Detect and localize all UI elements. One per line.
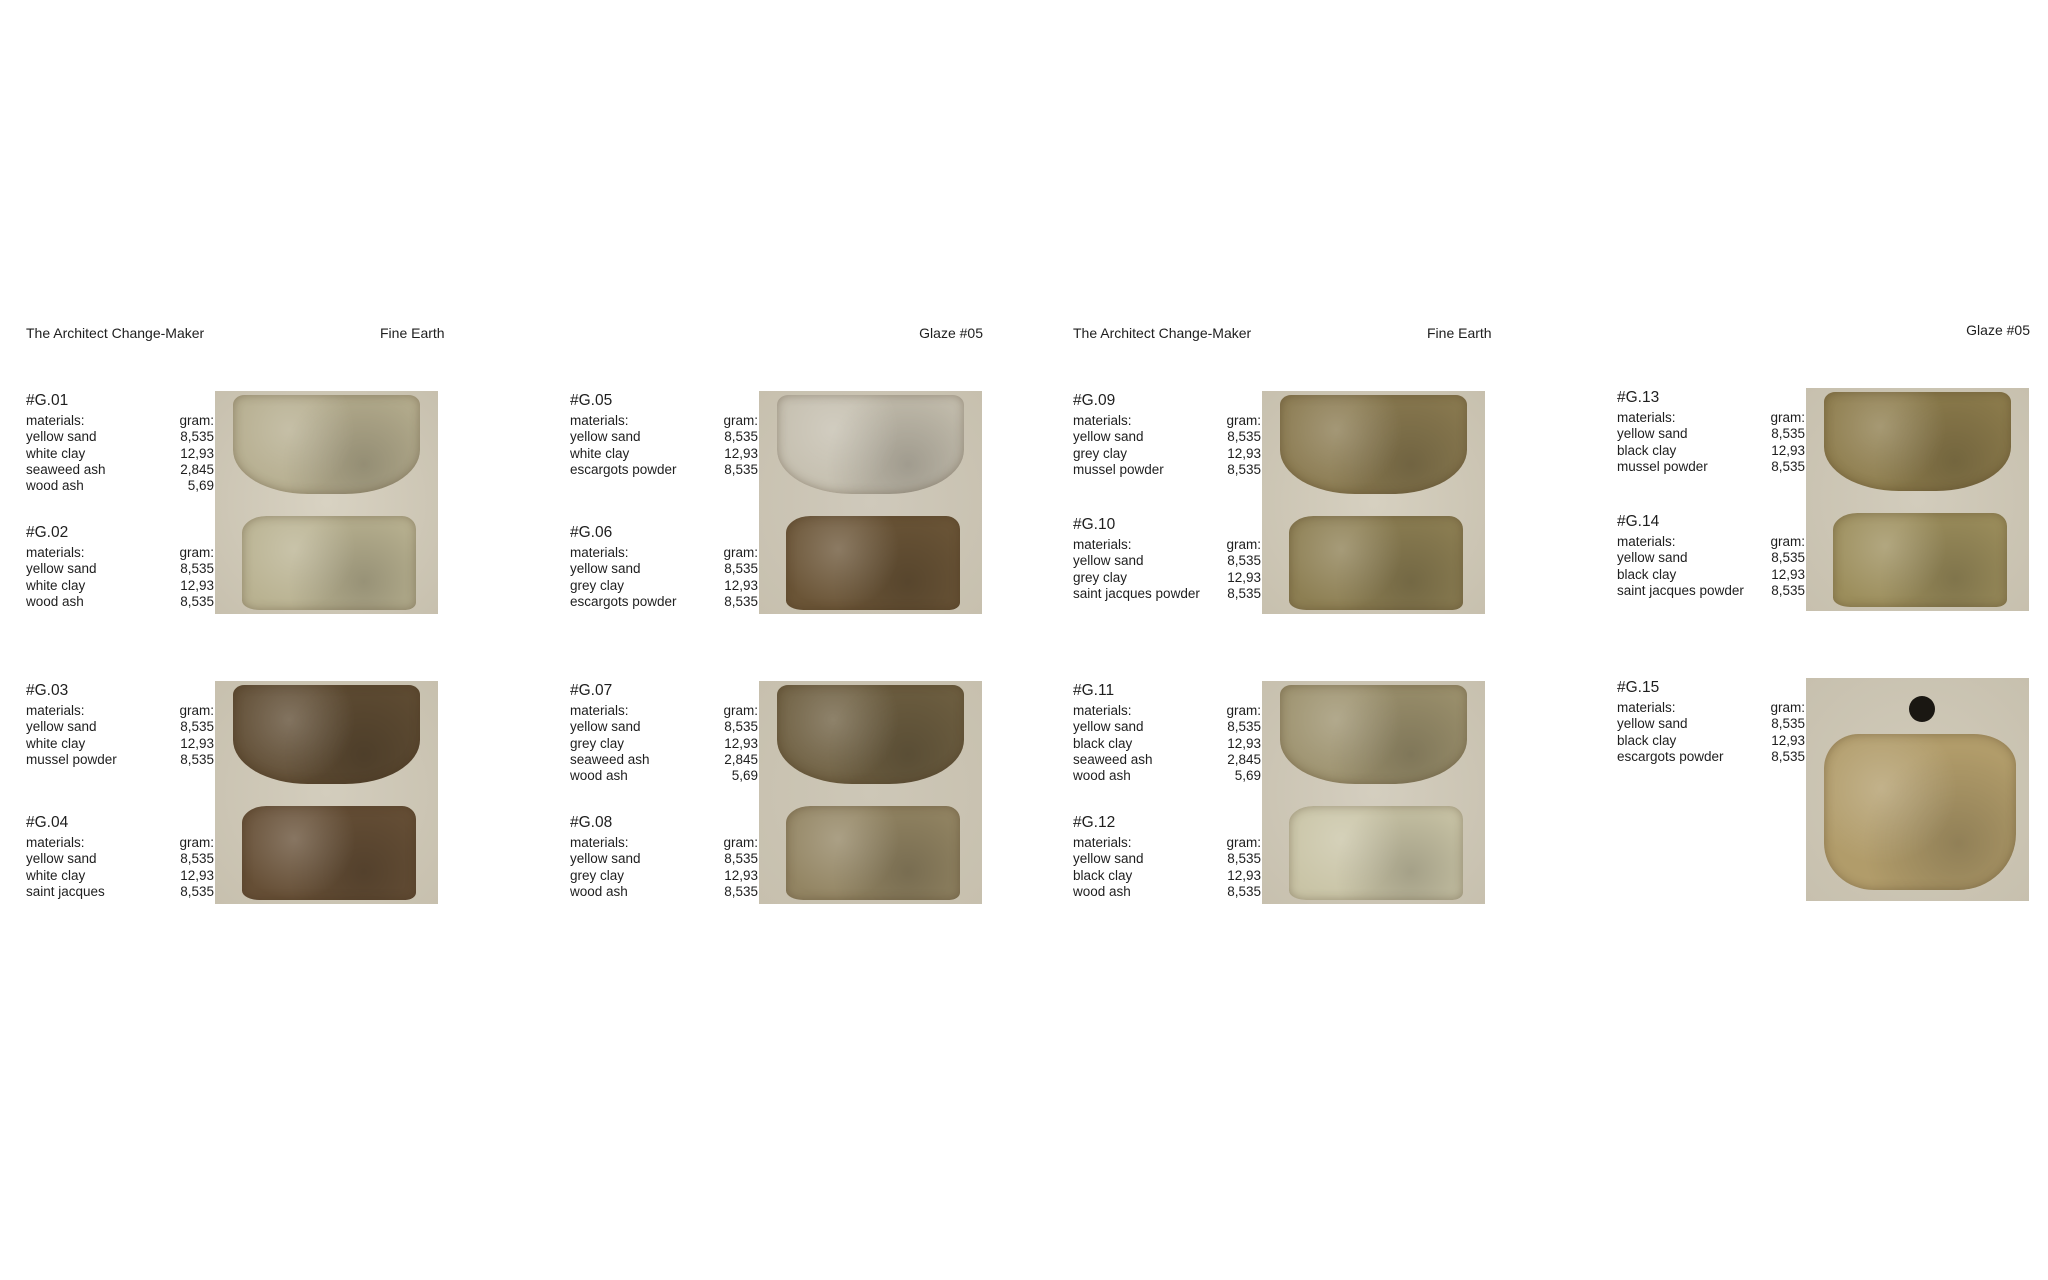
material-row (26, 561, 214, 577)
recipe-header-row (570, 413, 758, 429)
material-name: white clay (26, 867, 86, 883)
material-row (1617, 443, 1805, 459)
materials-label: materials: (26, 413, 85, 428)
material-name: yellow sand (1073, 553, 1144, 569)
material-row (1073, 429, 1261, 445)
material-row (26, 752, 214, 768)
glaze-recipe (570, 681, 758, 784)
glaze-tile (1289, 516, 1463, 610)
material-row (1073, 446, 1261, 462)
material-name: wood ash (26, 593, 84, 609)
recipe-header-row (26, 545, 214, 561)
material-row (26, 478, 214, 494)
material-row (1617, 583, 1805, 599)
material-row (26, 446, 214, 462)
glaze-tile (777, 395, 964, 493)
material-grams: 12,93 (1227, 867, 1261, 883)
glaze-tile (1833, 513, 2007, 607)
recipe-id: #G.05 (570, 392, 613, 409)
material-row (1617, 550, 1805, 566)
material-row (26, 851, 214, 867)
recipe-id: #G.14 (1617, 513, 1660, 530)
gram-label: gram: (1226, 835, 1261, 850)
material-name: black clay (1617, 732, 1677, 748)
material-grams: 12,93 (724, 867, 758, 883)
material-name: yellow sand (570, 561, 641, 577)
material-name: yellow sand (570, 429, 641, 445)
material-row (570, 719, 758, 735)
glaze-tile (786, 516, 960, 610)
material-grams: 8,535 (724, 719, 758, 735)
material-grams: 8,535 (1227, 719, 1261, 735)
recipe-id: #G.13 (1617, 389, 1660, 406)
recipe-id: #G.01 (26, 392, 69, 409)
material-name: grey clay (1073, 445, 1128, 461)
material-name: white clay (26, 445, 86, 461)
material-row (26, 868, 214, 884)
material-grams: 12,93 (1771, 732, 1805, 748)
material-name: wood ash (1073, 768, 1131, 784)
material-row (570, 884, 758, 900)
gram-label: gram: (723, 835, 758, 850)
material-grams: 2,845 (724, 751, 758, 767)
recipe-header-row (1617, 700, 1805, 716)
materials-label: materials: (570, 703, 629, 718)
recipe-id: #G.08 (570, 814, 613, 831)
gram-label: gram: (1770, 410, 1805, 425)
glaze-recipe (1073, 391, 1261, 478)
material-name: saint jacques (26, 883, 105, 899)
material-row (570, 851, 758, 867)
material-grams: 12,93 (180, 577, 214, 593)
material-name: grey clay (570, 867, 625, 883)
material-row (1073, 719, 1261, 735)
material-grams: 12,93 (180, 445, 214, 461)
header-title: The Architect Change-Maker (26, 325, 205, 341)
material-grams: 12,93 (1227, 445, 1261, 461)
gram-label: gram: (179, 545, 214, 560)
material-grams: 8,535 (1227, 429, 1261, 445)
material-name: mussel powder (1617, 458, 1708, 474)
material-name: seaweed ash (1073, 751, 1153, 767)
material-name: yellow sand (26, 851, 97, 867)
recipe-header-row (1073, 413, 1261, 429)
material-grams: 8,535 (1771, 716, 1805, 732)
material-row (570, 768, 758, 784)
glaze-sample-photo (759, 391, 982, 614)
material-grams: 12,93 (1771, 442, 1805, 458)
recipe-header-row (26, 703, 214, 719)
material-row (26, 736, 214, 752)
glaze-tile (1280, 395, 1467, 493)
material-grams: 8,535 (724, 561, 758, 577)
material-row (1617, 716, 1805, 732)
material-name: black clay (1073, 867, 1133, 883)
glaze-recipe (26, 813, 214, 900)
material-grams: 8,535 (1771, 748, 1805, 764)
glaze-tile (242, 806, 416, 900)
materials-label: materials: (1617, 410, 1676, 425)
material-row (26, 429, 214, 445)
material-name: mussel powder (26, 751, 117, 767)
header-glaze-label: Glaze #05 (919, 325, 983, 341)
material-grams: 8,535 (724, 593, 758, 609)
glaze-recipe (26, 681, 214, 768)
glaze-tile (1289, 806, 1463, 900)
material-name: saint jacques powder (1073, 585, 1200, 601)
header-title: The Architect Change-Maker (1073, 325, 1252, 341)
material-name: saint jacques powder (1617, 582, 1744, 598)
recipe-id: #G.15 (1617, 679, 1660, 696)
glaze-sample-photo (215, 391, 438, 614)
recipe-header-row (570, 703, 758, 719)
material-grams: 8,535 (180, 851, 214, 867)
material-row (1073, 553, 1261, 569)
material-grams: 12,93 (724, 445, 758, 461)
header-section: Fine Earth (1427, 325, 1492, 341)
material-row (1617, 426, 1805, 442)
glaze-sample-photo (1806, 388, 2029, 611)
header-glaze-label: Glaze #05 (1966, 322, 2030, 338)
material-row (570, 736, 758, 752)
materials-label: materials: (1617, 534, 1676, 549)
material-grams: 8,535 (1227, 585, 1261, 601)
material-grams: 8,535 (180, 719, 214, 735)
recipe-header-row (26, 413, 214, 429)
recipe-id: #G.07 (570, 682, 613, 699)
recipe-id: #G.04 (26, 814, 69, 831)
gram-label: gram: (1226, 703, 1261, 718)
material-row (1073, 851, 1261, 867)
material-name: yellow sand (1617, 550, 1688, 566)
material-grams: 5,69 (731, 768, 758, 784)
materials-label: materials: (1073, 703, 1132, 718)
material-grams: 12,93 (180, 735, 214, 751)
glaze-tile (242, 516, 416, 610)
glaze-recipe (1073, 515, 1261, 602)
material-row (1073, 884, 1261, 900)
material-row (570, 594, 758, 610)
gram-label: gram: (1770, 700, 1805, 715)
glaze-recipe (570, 813, 758, 900)
gram-label: gram: (723, 703, 758, 718)
material-name: yellow sand (26, 719, 97, 735)
material-grams: 8,535 (724, 851, 758, 867)
material-grams: 12,93 (724, 577, 758, 593)
material-row (1617, 733, 1805, 749)
material-name: wood ash (26, 478, 84, 494)
materials-label: materials: (26, 545, 85, 560)
material-name: white clay (26, 577, 86, 593)
material-name: black clay (1617, 442, 1677, 458)
materials-label: materials: (570, 545, 629, 560)
material-grams: 8,535 (180, 751, 214, 767)
material-row (570, 561, 758, 577)
material-grams: 8,535 (180, 883, 214, 899)
material-name: yellow sand (1617, 716, 1688, 732)
material-row (1073, 768, 1261, 784)
glaze-sample-photo (759, 681, 982, 904)
glaze-tile (233, 395, 420, 493)
glaze-recipe (26, 523, 214, 610)
recipe-id: #G.02 (26, 524, 69, 541)
material-grams: 8,535 (180, 429, 214, 445)
material-name: grey clay (570, 577, 625, 593)
material-grams: 12,93 (1227, 735, 1261, 751)
gram-label: gram: (1226, 413, 1261, 428)
material-name: yellow sand (1073, 851, 1144, 867)
glaze-recipe (26, 391, 214, 494)
gram-label: gram: (1226, 537, 1261, 552)
material-grams: 8,535 (724, 883, 758, 899)
glaze-sample-photo (1262, 391, 1485, 614)
material-grams: 8,535 (1771, 426, 1805, 442)
material-name: escargots powder (570, 461, 677, 477)
glaze-sample-photo (1806, 678, 2029, 901)
materials-label: materials: (26, 703, 85, 718)
material-name: grey clay (570, 735, 625, 751)
material-name: yellow sand (1073, 429, 1144, 445)
material-row (570, 446, 758, 462)
material-grams: 12,93 (1227, 569, 1261, 585)
material-row (1073, 868, 1261, 884)
material-row (1617, 749, 1805, 765)
material-grams: 5,69 (187, 478, 214, 494)
glaze-tile (1824, 392, 2011, 490)
gram-label: gram: (179, 413, 214, 428)
material-name: escargots powder (1617, 748, 1724, 764)
material-name: mussel powder (1073, 461, 1164, 477)
material-row (26, 884, 214, 900)
glaze-recipe (570, 523, 758, 610)
recipe-header-row (1617, 410, 1805, 426)
material-name: seaweed ash (26, 461, 106, 477)
glaze-tile (1280, 685, 1467, 783)
material-grams: 8,535 (1771, 582, 1805, 598)
material-grams: 8,535 (1227, 851, 1261, 867)
material-row (1073, 736, 1261, 752)
material-name: yellow sand (26, 561, 97, 577)
glaze-recipe (1073, 813, 1261, 900)
recipe-id: #G.09 (1073, 392, 1116, 409)
gram-label: gram: (1770, 534, 1805, 549)
material-row (26, 578, 214, 594)
material-name: white clay (570, 445, 630, 461)
material-name: yellow sand (1073, 719, 1144, 735)
material-grams: 12,93 (180, 867, 214, 883)
materials-label: materials: (570, 413, 629, 428)
recipe-id: #G.11 (1073, 682, 1115, 699)
materials-label: materials: (1073, 537, 1132, 552)
material-name: yellow sand (1617, 426, 1688, 442)
header-section: Fine Earth (380, 325, 445, 341)
materials-label: materials: (26, 835, 85, 850)
materials-label: materials: (1073, 835, 1132, 850)
material-row (26, 594, 214, 610)
recipe-header-row (1617, 534, 1805, 550)
glaze-recipe (1617, 388, 1805, 475)
glaze-recipe (1073, 681, 1261, 784)
materials-label: materials: (1073, 413, 1132, 428)
gram-label: gram: (723, 413, 758, 428)
material-grams: 12,93 (724, 735, 758, 751)
material-grams: 8,535 (180, 593, 214, 609)
material-row (570, 752, 758, 768)
materials-label: materials: (1617, 700, 1676, 715)
material-row (570, 462, 758, 478)
recipe-id: #G.12 (1073, 814, 1116, 831)
material-name: black clay (1617, 566, 1677, 582)
glaze-recipe (1617, 512, 1805, 599)
material-grams: 2,845 (1227, 751, 1261, 767)
material-row (26, 462, 214, 478)
material-grams: 2,845 (180, 461, 214, 477)
material-row (570, 868, 758, 884)
glaze-tile (777, 685, 964, 783)
material-name: wood ash (570, 768, 628, 784)
glaze-recipe (570, 391, 758, 478)
material-grams: 8,535 (724, 461, 758, 477)
material-name: escargots powder (570, 593, 677, 609)
gram-label: gram: (179, 835, 214, 850)
gram-label: gram: (179, 703, 214, 718)
material-name: wood ash (570, 883, 628, 899)
material-grams: 5,69 (1234, 768, 1261, 784)
material-row (1073, 570, 1261, 586)
hanging-hole-icon (1909, 696, 1935, 722)
glaze-tile (233, 685, 420, 783)
recipe-header-row (1073, 703, 1261, 719)
glaze-sample-photo (215, 681, 438, 904)
material-grams: 12,93 (1771, 566, 1805, 582)
material-name: yellow sand (570, 719, 641, 735)
material-row (1617, 459, 1805, 475)
material-grams: 8,535 (1227, 553, 1261, 569)
material-name: yellow sand (570, 851, 641, 867)
recipe-header-row (570, 835, 758, 851)
material-name: grey clay (1073, 569, 1128, 585)
material-grams: 8,535 (1771, 550, 1805, 566)
recipe-header-row (570, 545, 758, 561)
gram-label: gram: (723, 545, 758, 560)
material-row (1073, 462, 1261, 478)
material-grams: 8,535 (1227, 883, 1261, 899)
material-row (1617, 567, 1805, 583)
material-grams: 8,535 (724, 429, 758, 445)
material-grams: 8,535 (1771, 458, 1805, 474)
recipe-header-row (26, 835, 214, 851)
recipe-id: #G.10 (1073, 516, 1116, 533)
material-name: seaweed ash (570, 751, 650, 767)
material-row (1073, 752, 1261, 768)
recipe-header-row (1073, 537, 1261, 553)
material-name: yellow sand (26, 429, 97, 445)
glaze-sample-photo (1262, 681, 1485, 904)
material-name: black clay (1073, 735, 1133, 751)
material-grams: 8,535 (180, 561, 214, 577)
glaze-tile (1824, 734, 2016, 890)
material-row (570, 578, 758, 594)
recipe-id: #G.03 (26, 682, 69, 699)
recipe-header-row (1073, 835, 1261, 851)
glaze-tile (786, 806, 960, 900)
material-row (1073, 586, 1261, 602)
materials-label: materials: (570, 835, 629, 850)
glaze-recipe (1617, 678, 1805, 765)
material-grams: 8,535 (1227, 461, 1261, 477)
material-row (570, 429, 758, 445)
recipe-id: #G.06 (570, 524, 613, 541)
material-row (26, 719, 214, 735)
material-name: white clay (26, 735, 86, 751)
material-name: wood ash (1073, 883, 1131, 899)
